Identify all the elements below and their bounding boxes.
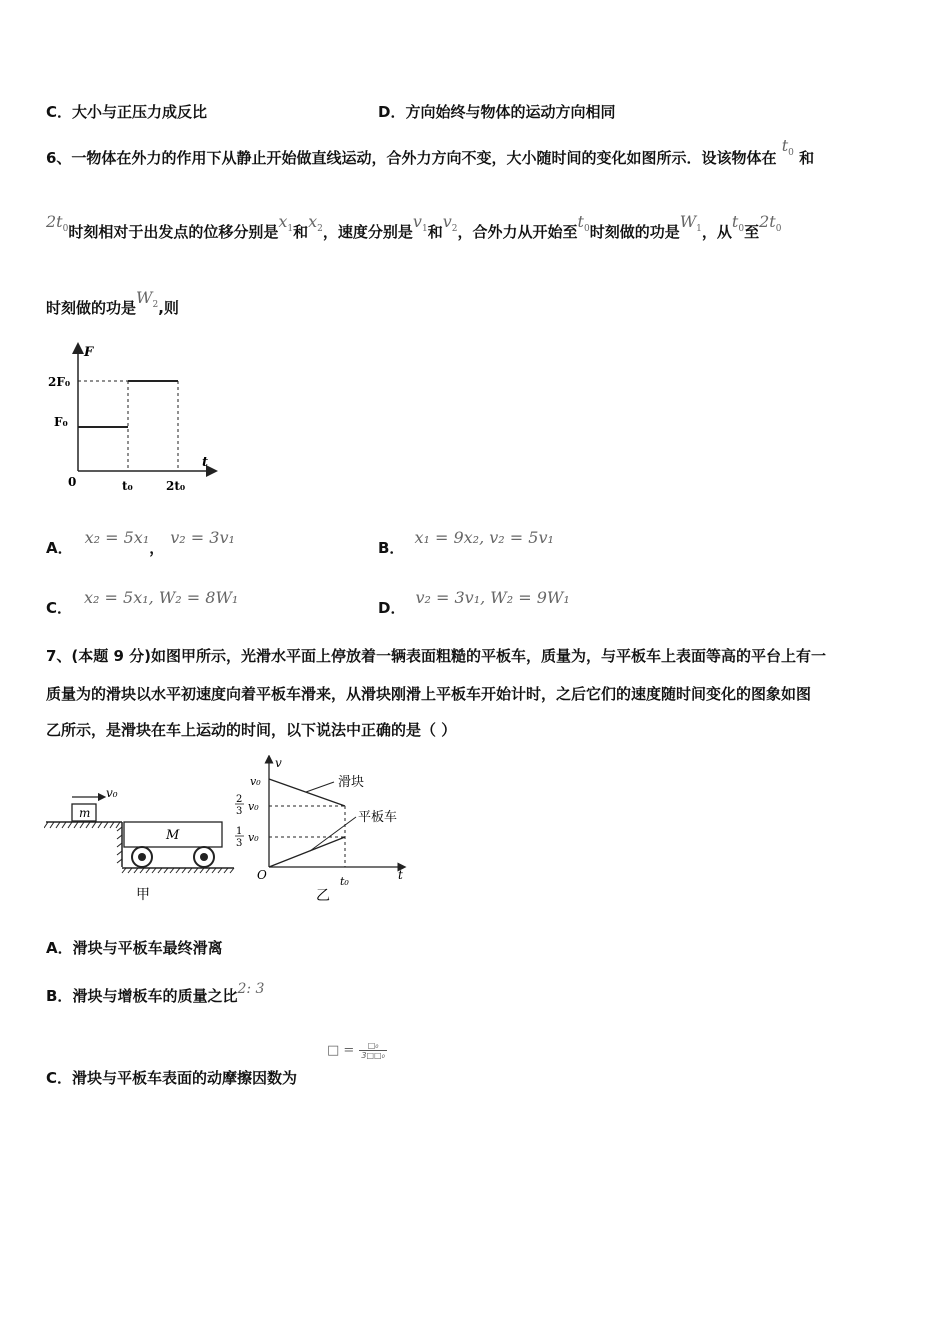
q6-option-d bbox=[378, 588, 570, 618]
q6-option-a bbox=[46, 528, 235, 558]
q7-label-block: 滑块 bbox=[338, 775, 365, 790]
q6-line-2-d: 和 bbox=[427, 223, 443, 241]
q7-caption-jia: 甲 bbox=[136, 887, 150, 903]
q6-line-1-end: 和 bbox=[799, 149, 815, 167]
q6-line-3 bbox=[46, 288, 179, 325]
q6-option-b bbox=[378, 528, 554, 558]
q7-option-a-text: 滑块与平板车最终滑离 bbox=[72, 939, 223, 957]
q6-sym-t0: $t_0$ bbox=[781, 136, 794, 159]
q7-platform-hatch bbox=[44, 822, 120, 828]
q7-tick-v0: v₀ bbox=[250, 775, 261, 788]
q7-frac-one-num: 1 bbox=[236, 826, 243, 837]
q6-label-t: t bbox=[202, 455, 209, 470]
q6-line-2-g: ，从 bbox=[701, 223, 732, 241]
q7-cart-label: M bbox=[166, 828, 180, 843]
q6-option-c-expr: x₂ = 5x₁, W₂ = 8W₁ bbox=[84, 588, 239, 607]
q7-line-block bbox=[269, 779, 345, 806]
q5-option-c-text: 大小与正压力成反比 bbox=[72, 103, 208, 121]
q6-tick-2t0: 2t₀ bbox=[166, 479, 186, 493]
q7-option-b-letter: B． bbox=[46, 987, 73, 1005]
q6-line-2 bbox=[46, 212, 782, 249]
q7-option-c-text: 滑块与平板车表面的动摩擦因数为 bbox=[72, 1069, 298, 1087]
q6-sym-2t0-b: $2t_0$ bbox=[759, 212, 782, 235]
q7-line-1: 7、(本题 9 分)如图甲所示，光滑水平面上停放着一辆表面粗糙的平板车，质量为，与平板车上表面等高的平台上有一 bbox=[46, 647, 827, 665]
q7-formula-den: 3□□₀ bbox=[361, 1051, 385, 1060]
q7-option-c-formula bbox=[327, 1040, 387, 1060]
q7-option-b bbox=[46, 981, 265, 1007]
q6-option-c bbox=[46, 588, 239, 618]
q7-label-origin: O bbox=[257, 868, 267, 882]
q7-option-c bbox=[46, 1068, 297, 1088]
q6-line-2-f: 时刻做的功是 bbox=[589, 223, 680, 241]
q6-line-2-h: 至 bbox=[744, 223, 760, 241]
q7-tick-two-thirds-v0: v₀ bbox=[248, 800, 259, 813]
q7-option-c-letter: C． bbox=[46, 1069, 73, 1087]
q7-formula-lhs: □ = bbox=[327, 1043, 355, 1058]
q6-line-1 bbox=[46, 136, 815, 175]
q6-line-3-b: ,则 bbox=[158, 299, 179, 317]
q6-force-graph bbox=[40, 340, 230, 500]
q6-tick-t0: t₀ bbox=[122, 479, 133, 493]
q5-option-d-letter: D． bbox=[378, 103, 406, 121]
q6-line-1-text: 6、一物体在外力的作用下从静止开始做直线运动，合外力方向不变，大小随时间的变化如图所示．设该物体在 bbox=[46, 149, 777, 167]
q7-option-a bbox=[46, 938, 223, 958]
q7-frac-one-den: 3 bbox=[236, 838, 243, 849]
q6-option-b-letter: B． bbox=[378, 539, 405, 557]
q6-sym-x1: $x_1$ bbox=[278, 212, 294, 235]
q6-option-c-letter: C． bbox=[46, 599, 73, 617]
q6-option-a-letter: A． bbox=[46, 539, 73, 557]
q6-option-b-expr: x₁ = 9x₂, v₂ = 5v₁ bbox=[414, 528, 554, 547]
q7-label-cart: 平板车 bbox=[358, 810, 398, 825]
q7-tick-one-third-v0: v₀ bbox=[248, 831, 259, 844]
q7-wheel-left-hub bbox=[138, 853, 146, 861]
q5-option-c-letter: C． bbox=[46, 103, 73, 121]
q6-sym-W2: $W_2$ bbox=[136, 288, 159, 311]
q6-option-d-expr: v₂ = 3v₁, W₂ = 9W₁ bbox=[415, 588, 570, 607]
q6-sym-v1: $v_1$ bbox=[412, 212, 428, 235]
q6-line-2-e: ，合外力从开始至 bbox=[457, 223, 578, 241]
q6-sym-2t0: $2t_0$ bbox=[46, 212, 69, 235]
q7-line-cart bbox=[269, 837, 345, 867]
q7-caption-yi: 乙 bbox=[316, 888, 330, 904]
q6-sym-t0-b: $t_0$ bbox=[577, 212, 590, 235]
q7-figure-jia bbox=[44, 775, 244, 905]
q7-leader-cart bbox=[310, 817, 356, 851]
q6-label-origin: 0 bbox=[68, 475, 77, 489]
q7-line-3: 乙所示，是滑块在车上运动的时间，以下说法中正确的是（ ） bbox=[46, 721, 457, 739]
q7-frac-two-num: 2 bbox=[236, 794, 243, 805]
q7-formula-num: □₀ bbox=[359, 1041, 386, 1051]
q7-wheel-right-hub bbox=[200, 853, 208, 861]
q6-option-a-expr2: v₂ = 3v₁ bbox=[170, 528, 235, 547]
q7-label-t: t bbox=[398, 868, 403, 882]
q7-figure-yi bbox=[230, 755, 420, 905]
q7-option-a-letter: A． bbox=[46, 939, 73, 957]
q6-line-2-b: 和 bbox=[293, 223, 309, 241]
q6-option-a-expr1: x₂ = 5x₁ bbox=[84, 528, 150, 547]
q6-label-F: F bbox=[84, 345, 94, 360]
q6-tick-F0: F₀ bbox=[54, 415, 68, 429]
q6-sym-t0-c: $t_0$ bbox=[731, 212, 745, 235]
q6-sym-v2: $v_2$ bbox=[442, 212, 458, 235]
q6-line-3-a: 时刻做的功是 bbox=[46, 299, 137, 317]
q5-option-c bbox=[46, 102, 207, 122]
q7-line-2: 质量为的滑块以水平初速度向着平板车滑来，从滑块刚滑上平板车开始计时，之后它们的速度随时间变化的图象如图 bbox=[46, 685, 812, 703]
q6-sym-W1: $W_1$ bbox=[679, 212, 702, 235]
q6-tick-2F0: 2F₀ bbox=[48, 375, 71, 389]
q7-frac-two-den: 3 bbox=[236, 806, 243, 817]
q7-formula-fraction bbox=[359, 1041, 386, 1060]
q6-option-d-letter: D． bbox=[378, 599, 406, 617]
q6-sym-x2: $x_2$ bbox=[308, 212, 323, 235]
q5-option-d bbox=[378, 102, 615, 122]
q7-label-v: v bbox=[275, 756, 282, 770]
q7-velocity-label: v₀ bbox=[106, 786, 118, 800]
q5-option-d-text: 方向始终与物体的运动方向相同 bbox=[405, 103, 616, 121]
q6-line-2-c: ，速度分别是 bbox=[322, 223, 413, 241]
q7-option-b-text: 滑块与增板车的质量之比 bbox=[72, 987, 238, 1005]
q7-leader-block bbox=[306, 782, 334, 792]
q6-option-a-sep: ， bbox=[149, 539, 165, 557]
q7-block-label: m bbox=[79, 806, 91, 820]
q7-option-b-ratio: 2: 3 bbox=[237, 981, 265, 997]
q7-tick-t0: t₀ bbox=[340, 875, 349, 888]
q6-line-2-a: 时刻相对于出发点的位移分别是 bbox=[68, 223, 279, 241]
